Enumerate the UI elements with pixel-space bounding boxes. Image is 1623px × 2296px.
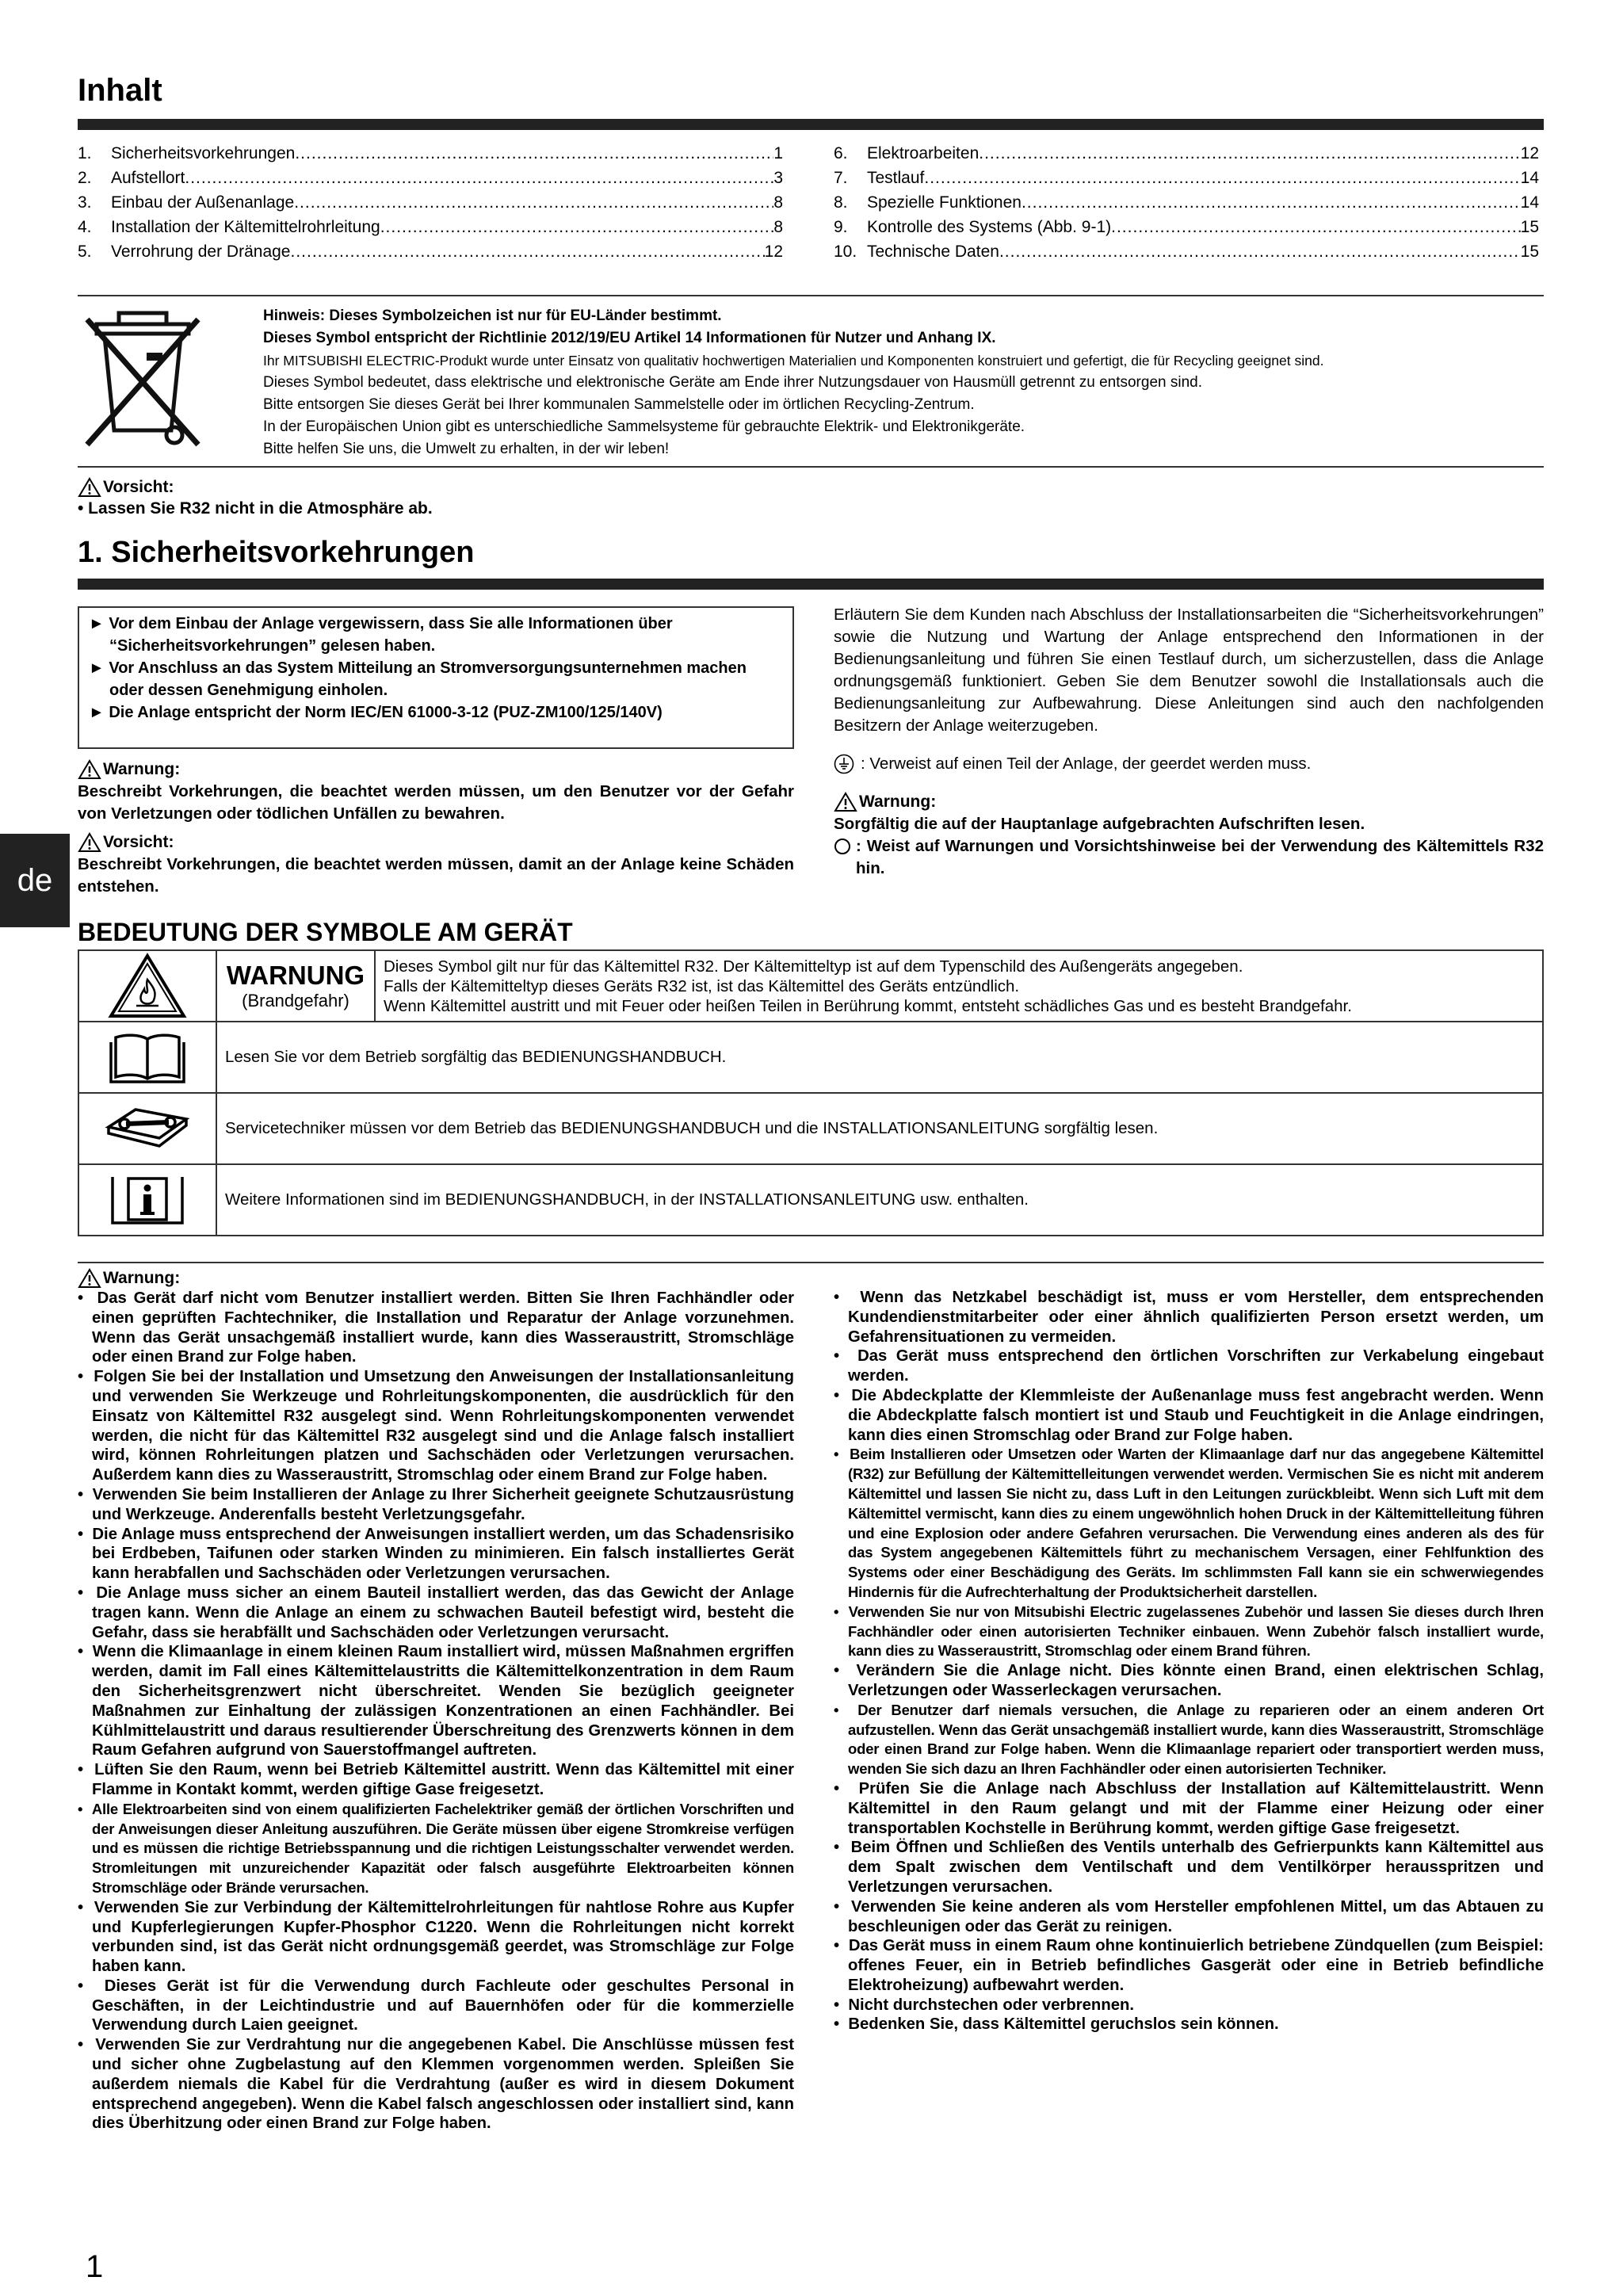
warning-item: • Bedenken Sie, dass Kältemittel geruchslos sein können. [834,2015,1279,2034]
warning-item: • Lüften Sie den Raum, wenn bei Betrieb Kältemittel austritt. Wenn das Kältemittel mit einer Flamme in Kontakt kommt, werden giftige Gase freigesetzt. [78,1761,794,1798]
caution-item: • Lassen Sie R32 nicht in die Atmosphäre ab. [78,499,433,518]
warning-item: • Das Gerät muss in einem Raum ohne kontinuierlich betriebene Zündquellen (zum Beispiel: offenes Feuer, ein in Betrieb befindliches Gasgerät oder eine in Betrieb befindliche Elektroheizung) aufbewahrt werden. [834,1937,1545,1994]
symbol-cell [78,1164,216,1236]
warning-label-cell [216,950,375,1022]
desc-line: Falls der Kältemitteltyp dieses Geräts R32 ist, ist das Kältemittel des Geräts entzündlich. [384,976,1020,995]
definitions [78,758,794,898]
weee-crossed-bin-icon [79,305,206,456]
warnings-left [78,1268,794,2134]
warnings-right [834,1288,1544,2034]
toc-item[interactable]: 5. Verrohrung der Dränage ..... 12 [78,239,783,264]
symbols-table [78,949,1544,1236]
desc-line: Dieses Symbol gilt nur für das Kältemittel R32. Der Kältemitteltyp ist auf dem Typenschild des Außengeräts angegeben. [384,957,1243,976]
warning-heading: Warnung: [859,793,937,811]
header-bar [78,119,1544,130]
warning-item: • Verwenden Sie keine anderen als vom Hersteller empfohlenen Mittel, um das Abtauen zu beschleunigen oder das Gerät zu reinigen. [834,1897,1544,1935]
caution-heading: Vorsicht: [103,478,174,496]
toc-item[interactable]: 10. Technische Daten ..... 15 [834,239,1539,264]
weee-line: Dieses Symbol bedeutet, dass elektrische und elektronische Geräte am Ende ihrer Nutzungsdauer von Hausmüll getrennt zu entsorgen sind. [263,374,1202,391]
symbol-description: Servicetechniker müssen vor dem Betrieb das BEDIENUNGSHANDBUCH und die INSTALLATIONSANLEITUNG sorgfältig lesen. [216,1093,1543,1164]
warning-description [375,950,1543,1022]
notes-box [78,606,794,749]
manual-book-icon [108,1030,187,1085]
desc-line: Wenn Kältemittel austritt und mit Feuer oder heißen Teilen in Berührung kommt, entsteht schädliches Gas und es besteht Brandgefahr. [384,996,1352,1015]
weee-line: Ihr MITSUBISHI ELECTRIC-Produkt wurde unter Einsatz von qualitativ hochwertigen Materialien und Komponenten konstruiert und gefertigt, die für Recycling geeignet sind. [263,353,1324,369]
weee-line: In der Europäischen Union gibt es unterschiedliche Sammelsysteme für gebrauchte Elektrik- und Elektronikgeräte. [263,418,1025,435]
warning-line: Sorgfältig die auf der Hauptanlage aufgebrachten Aufschriften lesen. [834,815,1365,833]
page-title: Inhalt [78,73,162,108]
warning-definition: Beschreibt Vorkehrungen, die beachtet werden müssen, um den Benutzer vor der Gefahr von Verletzungen oder tödlichen Unfällen zu bewahren. [78,782,794,823]
symbol-row [78,1022,1543,1093]
divider [78,466,1544,468]
warning-heading: Warnung: [103,1268,181,1287]
symbol-cell [78,1022,216,1093]
warning-item: • Verwenden Sie beim Installieren der Anlage zu Ihrer Sicherheit geeignete Schutzausrüstung und Werkzeuge. Anderenfalls besteht Verletzungsgefahr. [78,1485,795,1523]
toc-item[interactable]: 9. Kontrolle des Systems (Abb. 9-1) ..... 15 [834,215,1539,239]
symbol-row [78,1093,1543,1164]
toc-item[interactable]: 8. Spezielle Funktionen ..... 14 [834,190,1539,215]
intro-right [834,604,1544,880]
section-title: 1. Sicherheitsvorkehrungen [78,536,475,569]
ground-note: : Verweist auf einen Teil der Anlage, der geerdet werden muss. [861,755,1312,773]
warning-item: • Verwenden Sie zur Verdrahtung nur die angegebenen Kabel. Die Anschlüsse müssen fest und sicher ohne Zugbelastung auf den Klemmen vorgenommen werden. Spleißen Sie außerdem niemals die Kabel für die Verdrahtung (außer es wird in diesem Dokument entsprechend angegeben). Wenn die Kabel falsch angeschlossen oder installiert sind, kann dies Überhitzung oder einen Brand zur Folge haben. [78,2036,794,2133]
caution-definition: Beschreibt Vorkehrungen, die beachtet werden müssen, damit an der Anlage keine Schäden entstehen. [78,855,794,896]
toc-item[interactable]: 7. Testlauf ..... 14 [834,166,1539,190]
toc-left [78,141,783,264]
toc-item[interactable]: 6. Elektroarbeiten ..... 12 [834,141,1539,166]
warning-item: • Verwenden Sie nur von Mitsubishi Electric zugelassenes Zubehör und lassen Sie dieses durch Ihren Fachhändler oder einen autorisierten Techniker einbauen. Wenn Zubehör falsch installiert wurde, kann dies zu Wasseraustritt, Stromschlag oder einem Brand führen. [834,1603,1544,1660]
warning-triangle-icon [78,759,101,780]
warning-item: • Prüfen Sie die Anlage nach Abschluss der Installation auf Kältemittelaustritt. Wenn Kältemittel in den Raum gelangt und mit der Flamme einer Heizung oder einer transportablen Kochstelle in Berührung kommt, werden giftige Gase freigesetzt. [834,1779,1544,1837]
symbol-cell [78,950,216,1022]
toc-right [834,141,1539,264]
weee-line: Bitte helfen Sie uns, die Umwelt zu erhalten, in der wir leben! [263,441,670,457]
toc-item[interactable]: 4. Installation der Kältemittelrohrleitung ..... 8 [78,215,783,239]
warning-item: • Folgen Sie bei der Installation und Umsetzung den Anweisungen der Installationsanleitung und verwenden Sie Werkzeuge und Rohrleitungskomponenten, die ausdrücklich für den Einsatz von Kältemittel R32 ausgelegt sind. Wenn Rohrleitungskomponenten verwendet werden, die nicht für das Kältemittel R32 ausgelegt sind und die Anlage falsch installiert wird, können Rohrleitungen platzen und Sachschäden oder Verletzungen verursachen. Außerdem kann dies zu Wasseraustritt, Stromschlag oder einem Brand zur Folge haben. [78,1368,795,1484]
warning-item: • Der Benutzer darf niemals versuchen, die Anlage zu reparieren oder an einem anderen Ort aufzustellen. Wenn das Gerät unsachgemäß installiert wurde, kann dies Wasseraustritt, Stromschläge oder einen Brand zur Folge haben. Wenn die Klimaanlage repariert oder transportiert werden muss, wenden Sie sich dazu an Ihren Fachhändler oder einen autorisierten Techniker. [834,1701,1544,1778]
warning-triangle-icon [834,792,857,812]
toc-item[interactable]: 1. Sicherheitsvorkehrungen ..... 1 [78,141,783,166]
ground-icon [834,754,854,774]
symbols-heading: BEDEUTUNG DER SYMBOLE AM GERÄT [78,918,573,946]
notes-item: ► Die Anlage entspricht der Norm IEC/EN 61000-3-12 (PUZ-ZM100/125/140V) [89,704,663,721]
flammable-warning-icon [108,953,187,1019]
caution-top [78,477,433,518]
warning-item: • Die Anlage muss sicher an einem Bauteil installiert werden, das das Gewicht der Anlage tragen kann. Wenn die Anlage an einem zu schwachen Bauteil befestigt wird, besteht die Gefahr, dass sie herabfällt und Sachschäden oder Verletzungen verursacht. [78,1584,794,1641]
r32-circle-icon [834,838,851,855]
page-number: 1 [86,2249,104,2284]
warning-item: • Verwenden Sie zur Verbindung der Kältemittelrohrleitungen für nahtlose Rohre aus Kupfer und Kupferlegierungen Kupfer-Phosphor C1220. Wenn die Rohrleitungen nicht korrekt verbunden sind, ist das Gerät nicht ordnungsgemäß geerdet, was Stromschläge zur Folge haben kann. [78,1898,794,1976]
symbol-row [78,1164,1543,1236]
weee-line: Dieses Symbol entspricht der Richtlinie 2012/19/EU Artikel 14 Informationen für Nutzer und Anhang IX. [263,330,996,346]
warning-triangle-icon [78,832,101,853]
warning-item: • Dieses Gerät ist für die Verwendung durch Fachleute oder geschultes Personal in Geschäften, in der Leichtindustrie und auf Bauernhöfen oder für die kommerzielle Verwendung durch Laien geeignet. [78,1977,794,2034]
service-manual-icon [104,1103,191,1154]
warning-item: • Beim Installieren oder Umsetzen oder Warten der Klimaanlage darf nur das angegebene Kältemittel (R32) zur Befüllung der Kältemittelleitungen verwendet werden. Vermischen Sie es nicht mit anderem Kältemittel und lassen Sie nicht zu, dass Luft in den Leitungen zurückbleibt. Wenn sich Luft mit dem Kältemittel vermischt, kann dies zu einem ungewöhnlich hohen Druck in der Kältemittelleitung führen und eine Explosion oder andere Gefahren verursachen. Die Verwendung eines anderen als des für das System angegebenen Kältemittels führt zu mechanischem Versagen, einer Fehlfunktion des Systems oder einer Beschädigung des Geräts. Im schlimmsten Fall kann sie ein schwerwiegendes Hindernis für die Aufrechterhaltung der Produktsicherheit darstellen. [834,1446,1544,1600]
caution-heading: Vorsicht: [103,833,174,851]
warning-item: • Verändern Sie die Anlage nicht. Dies könnte einen Brand, einen elektrischen Schlag, Verletzungen oder Wasserleckagen verursachen. [834,1662,1544,1699]
warning-triangle-icon [78,477,101,498]
symbol-row [78,950,1543,1022]
toc-item[interactable]: 2. Aufstellort ..... 3 [78,166,783,190]
symbol-cell [78,1093,216,1164]
warning-item: • Alle Elektroarbeiten sind von einem qualifizierten Fachelektriker gemäß der örtlichen Vorschriften und der Anweisungen dieser Anleitung auszuführen. Die Geräte müssen über eigene Stromkreise verfügen und es müssen die richtige Betriebsspannung und die richtigen Leistungsschalter verwendet werden. Stromleitungen mit unzureichender Kapazität oder falsch ausgeführte Elektroarbeiten können Stromschläge oder Brände verursachen. [78,1800,794,1896]
divider [78,295,1544,296]
warning-heading: Warnung: [103,760,181,778]
section-bar [78,579,1544,590]
notes-item: ► Vor Anschluss an das System Mitteilung an Stromversorgungsunternehmen machen oder dessen Genehmigung einholen. [89,659,747,699]
symbol-description: Lesen Sie vor dem Betrieb sorgfältig das BEDIENUNGSHANDBUCH. [216,1022,1543,1093]
divider [78,1262,1544,1263]
warning-item: • Die Abdeckplatte der Klemmleiste der Außenanlage muss fest angebracht werden. Wenn die Abdeckplatte falsch montiert ist und Staub und Feuchtigkeit in die Anlage eindringen, kann dies einen Stromschlag oder Brand zur Folge haben. [834,1386,1545,1444]
warning-item: • Das Gerät darf nicht vom Benutzer installiert werden. Bitten Sie Ihren Fachhändler oder einen geprüften Fachtechniker, die Installation und Reparatur der Anlage vorzunehmen. Wenn das Gerät unsachgemäß installiert wurde, kann dies Wasseraustritt, Stromschläge oder einen Brand zur Folge haben. [78,1289,794,1366]
warning-item: • Beim Öffnen und Schließen des Ventils unterhalb des Gefrierpunkts kann Kältemittel aus dem Spalt zwischen dem Ventilschaft und dem Ventilkörper herausspritzen und Verletzungen verursachen. [834,1839,1544,1896]
weee-line: Hinweis: Dieses Symbolzeichen ist nur für EU-Länder bestimmt. [263,308,722,324]
warning-sublabel: (Brandgefahr) [242,991,349,1010]
intro-paragraph: Erläutern Sie dem Kunden nach Abschluss der Installationsarbeiten die “Sicherheitsvorkehrungen” sowie die Nutzung und Wartung der Anlage entsprechend den Informationen in der Bedienungsanleitung und führen Sie einen Testlauf durch, um sicherzustellen, dass die Anlage ordnungsgemäß funktioniert. Geben Sie dem Benutzer sowohl die Installationsals auch die Bedienungsanleitung zur Aufbewahrung. Diese Anleitungen sind auch den nachfolgenden Besitzern der Anlage weiterzugeben. [834,606,1544,735]
language-tab: de [0,834,70,927]
warning-item: • Wenn das Netzkabel beschädigt ist, muss er vom Hersteller, dem entsprechenden Kundendienstmitarbeiter oder einer ähnlich qualifizierten Person ersetzt werden, um Gefahrensituationen zu vermeiden. [834,1289,1544,1346]
notes-item: ► Vor dem Einbau der Anlage vergewissern, dass Sie alle Informationen über “Sicherheitsvorkehrungen” gelesen haben. [89,615,673,655]
warning-item: • Die Anlage muss entsprechend der Anweisungen installiert werden, um das Schadensrisiko bei Erdbeben, Taifunen oder starken Winden zu minimieren. Ein falsch installiertes Gerät kann herabfallen und Sachschäden oder Verletzungen verursachen. [78,1525,795,1583]
weee-line: Bitte entsorgen Sie dieses Gerät bei Ihrer kommunalen Sammelstelle oder im örtlichen Recycling-Zentrum. [263,396,975,413]
warning-label: WARNUNG [226,961,365,990]
r32-note: : Weist auf Warnungen und Vorsichtshinweise bei der Verwendung des Kältemittels R32 hin. [856,837,1544,877]
toc-item[interactable]: 3. Einbau der Außenanlage ..... 8 [78,190,783,215]
info-book-icon [108,1172,187,1228]
warning-triangle-icon [78,1268,101,1289]
weee-notice [263,305,1547,460]
warning-item: • Nicht durchstechen oder verbrennen. [834,1996,1135,2014]
warning-item: • Wenn die Klimaanlage in einem kleinen Raum installiert wird, müssen Maßnahmen ergriffen werden, damit im Fall eines Kältemittelaustritts die Kältemittelkonzentration in dem Raum den Sicherheitsgrenzwert nicht überschreitet. Wenden Sie bezüglich geeigneter Maßnahmen zur Einhaltung der zulässigen Konzentrationen an einen Fachhändler. Bei Kühlmittelaustritt und daraus resultierender Überschreitung des Grenzwerts können in dem Raum Gefahren aufgrund von Sauerstoffmangel auftreten. [78,1643,794,1759]
warning-item: • Das Gerät muss entsprechend den örtlichen Vorschriften zur Verkabelung eingebaut werden. [834,1347,1544,1385]
symbol-description: Weitere Informationen sind im BEDIENUNGSHANDBUCH, in der INSTALLATIONSANLEITUNG usw. enthalten. [216,1164,1543,1236]
